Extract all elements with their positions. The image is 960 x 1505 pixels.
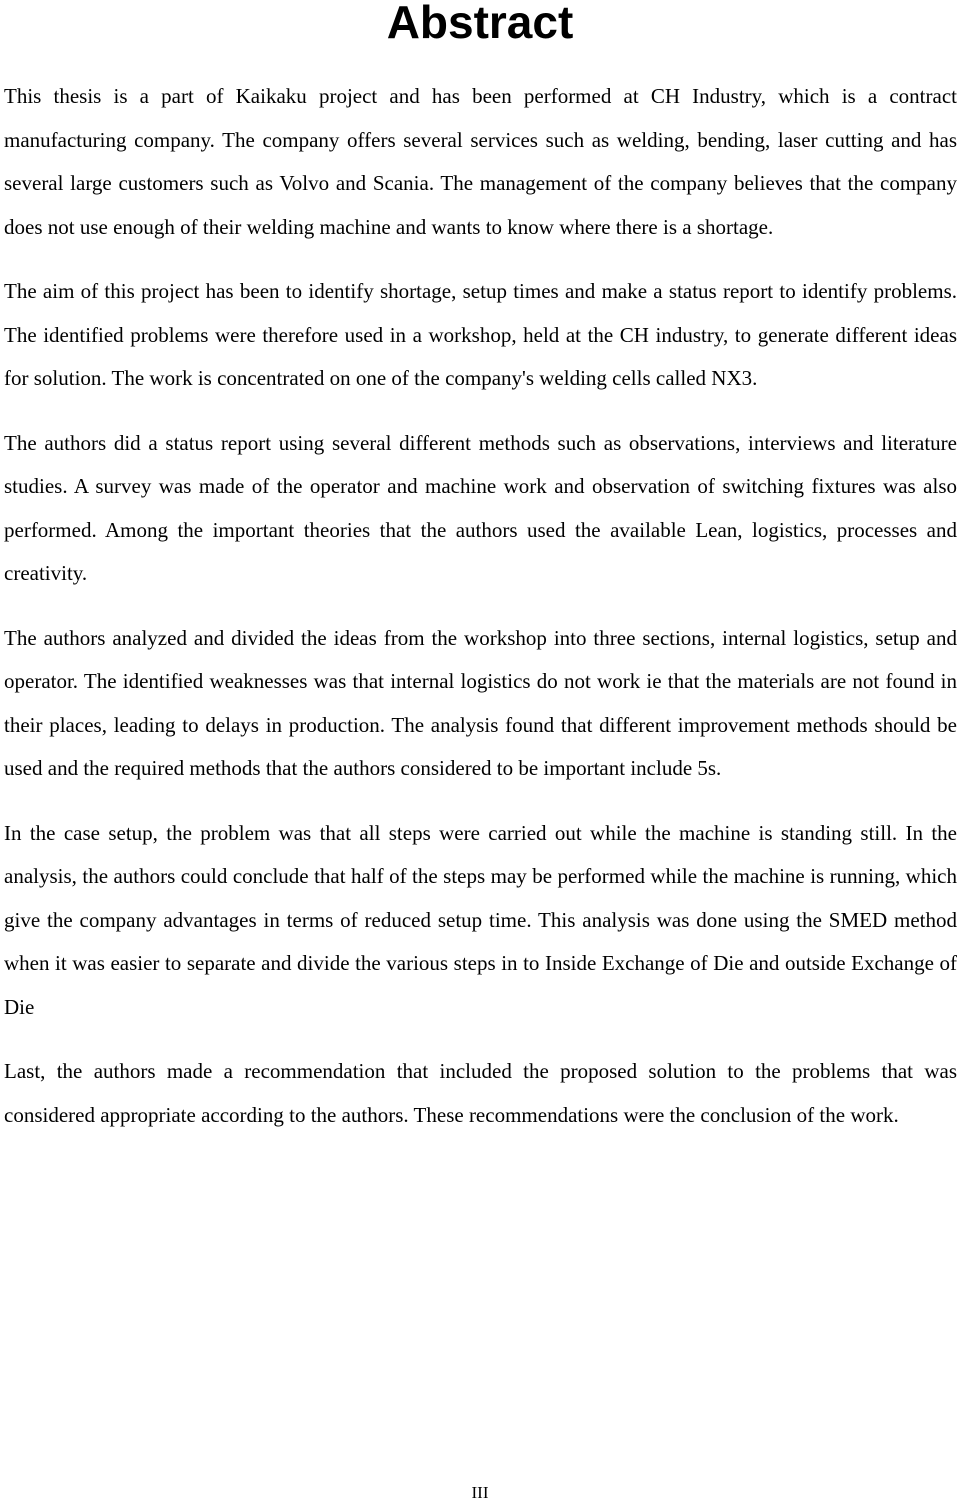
page-title: Abstract [386, 0, 574, 48]
abstract-paragraph-5: In the case setup, the problem was that all steps were carried out while the machine is standing still. In the analysis, the authors could conclude that half of the steps may be performed while the machine is running, which give the company advantages in terms of reduced setup time. This analysis was done using the SMED method when it was easier to separate and divide the various steps in to Inside Exchange of Die and outside Exchange of Die [4, 820, 957, 1019]
abstract-paragraph-3: The authors did a status report using several different methods such as observations, interviews and literature studies. A survey was made of the operator and machine work and observation of switching fixtures was also performed. Among the important theories that the authors used the available Lean, logistics, processes and creativity. [4, 430, 957, 585]
abstract-paragraph-1: This thesis is a part of Kaikaku project and has been performed at CH Industry, which is a contract manufacturing company. The company offers several services such as welding, bending, laser cutting and has several large customers such as Volvo and Scania. The management of the company believes that the company does not use enough of their welding machine and wants to know where there is a shortage. [4, 84, 957, 239]
abstract-paragraph-2: The aim of this project has been to identify shortage, setup times and make a status report to identify problems. The identified problems were therefore used in a workshop, held at the CH industry, to generate different ideas for solution. The work is concentrated on one of the company's welding cells called NX3. [4, 279, 957, 390]
abstract-paragraph-6: Last, the authors made a recommendation that included the proposed solution to the problems that was considered appropriate according to the authors. These recommendations were the conclusion of the work. [4, 1059, 957, 1127]
abstract-paragraph-4: The authors analyzed and divided the ideas from the workshop into three sections, internal logistics, setup and operator. The identified weaknesses was that internal logistics do not work ie that the materials are not found in their places, leading to delays in production. The analysis found that different improvement methods should be used and the required methods that the authors considered to be important include 5s. [4, 625, 957, 780]
abstract-body [4, 75, 957, 1158]
page-number: III [471, 1483, 489, 1502]
